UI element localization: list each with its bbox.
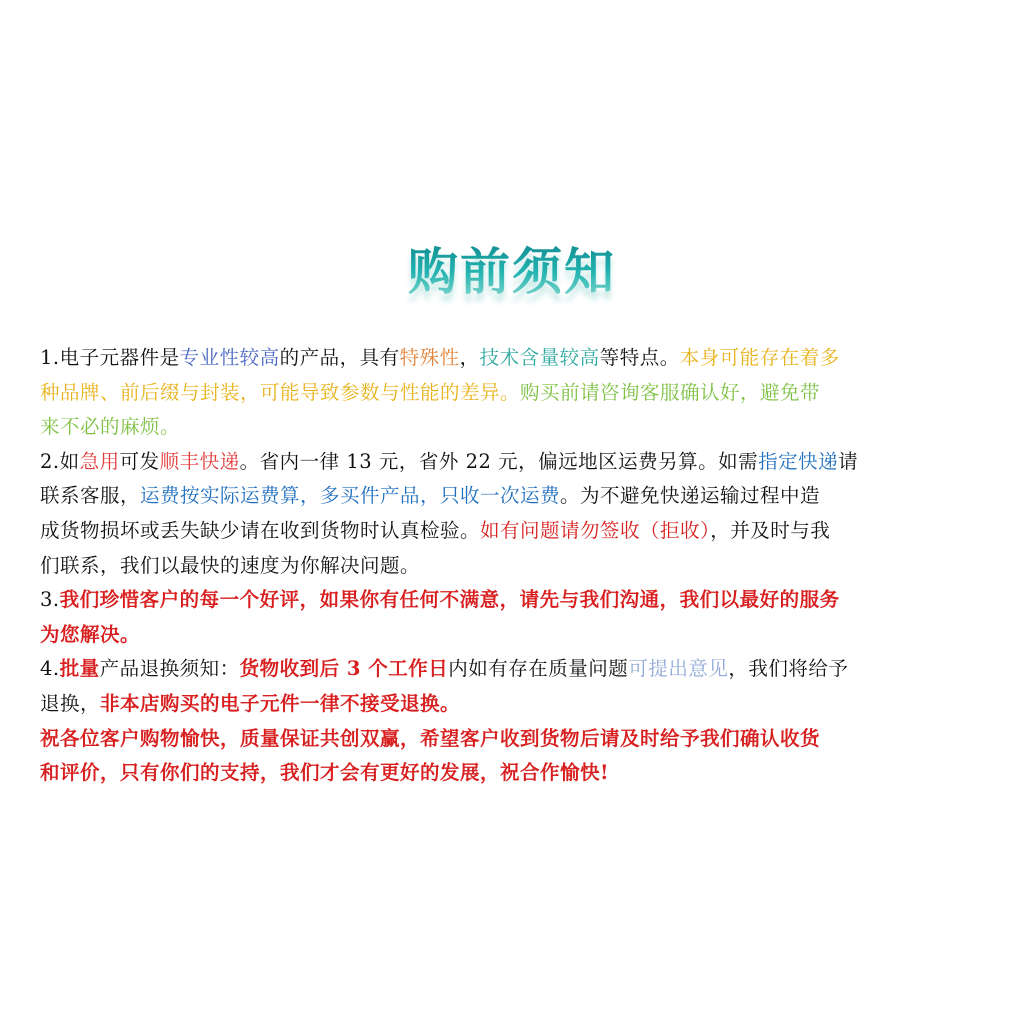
- text-segment: 技术含量较高: [479, 346, 600, 369]
- text-segment: 请: [838, 449, 859, 473]
- notice-line: [40, 549, 970, 584]
- notice-line: [40, 376, 970, 411]
- notice-line: [40, 479, 970, 514]
- text-segment: 。为不避免快递运输过程中造: [560, 484, 821, 508]
- text-segment: 产品退换须知：: [99, 657, 240, 681]
- text-segment: 本身可能存在着多: [679, 346, 840, 369]
- text-segment: 我们珍惜客户的每一个好评，如果你有任何不满意，请先与我们沟通，我们以最好的服务: [59, 588, 840, 612]
- text-segment: 顺丰快递: [159, 449, 240, 473]
- notice-line: [40, 618, 970, 653]
- text-segment: 们联系，我们以最快的速度为你解决问题。: [40, 553, 421, 577]
- text-segment: ，并及时与我: [710, 518, 831, 542]
- text-segment: 祝各位客户购物愉快，质量保证共创双赢，希望客户收到货物后请及时给予我们确认收货: [40, 726, 821, 750]
- text-segment: 特殊性: [399, 346, 460, 369]
- text-segment: 指定快递: [758, 449, 839, 473]
- text-segment: 等特点。: [599, 346, 680, 369]
- text-segment: 成货物损坏或丢失缺少请在收到货物时认真检验。: [40, 518, 481, 542]
- text-segment: 退换，: [40, 691, 101, 715]
- text-segment: 急用: [79, 449, 120, 473]
- text-segment: 内如有存在质量问题: [448, 657, 629, 681]
- text-segment: 3.: [40, 588, 60, 612]
- notice-paragraph-4: [40, 652, 970, 721]
- text-segment: 可发: [119, 449, 160, 473]
- text-segment: 种品牌、前后缀与封装，可能导致参数与性能的差异。: [40, 380, 521, 404]
- text-segment: 货物收到后 3 个工作日: [239, 657, 449, 681]
- text-segment: 联系客服，: [40, 484, 141, 508]
- notice-line: [40, 756, 970, 791]
- text-segment: ，: [459, 346, 480, 369]
- notice-line: [40, 410, 970, 445]
- text-segment: 的产品，具有: [279, 346, 400, 369]
- text-segment: 运费按实际运费算，多买件产品，只收一次运费: [140, 484, 561, 508]
- text-segment: 和评价，只有你们的支持，我们才会有更好的发展，祝合作愉快!: [40, 761, 610, 785]
- text-segment: 购买前请咨询客服确认好，避免带: [520, 380, 821, 404]
- notice-line: [40, 341, 970, 376]
- notice-paragraph-3: [40, 583, 970, 652]
- notice-paragraph-5: [40, 722, 970, 791]
- text-segment: 。省内一律 13 元，省外 22 元，偏远地区运费另算。如需: [239, 449, 759, 473]
- notice-body: [40, 341, 970, 791]
- notice-line: [40, 722, 970, 757]
- notice-paragraph-1: [40, 341, 970, 445]
- text-segment: 1.电子元器件是: [40, 346, 180, 369]
- notice-line: [40, 583, 970, 618]
- notice-line: [40, 514, 970, 549]
- notice-line: [40, 652, 970, 687]
- notice-paragraph-2: [40, 445, 970, 583]
- text-segment: 4.: [40, 657, 60, 681]
- text-segment: ，我们将给予: [728, 657, 849, 681]
- notice-line: [40, 445, 970, 480]
- page-title: 购前须知: [0, 232, 1024, 304]
- text-segment: 批量: [59, 657, 100, 681]
- text-segment: 2.如: [40, 449, 80, 473]
- text-segment: 非本店购买的电子元件一律不接受退换。: [100, 691, 461, 715]
- text-segment: 如有问题请勿签收（拒收）: [480, 518, 711, 542]
- text-segment: 可提出意见: [628, 657, 729, 681]
- text-segment: 为您解决。: [40, 622, 141, 646]
- notice-line: [40, 687, 970, 722]
- text-segment: 专业性较高: [179, 346, 280, 369]
- text-segment: 来不必的麻烦。: [40, 415, 181, 439]
